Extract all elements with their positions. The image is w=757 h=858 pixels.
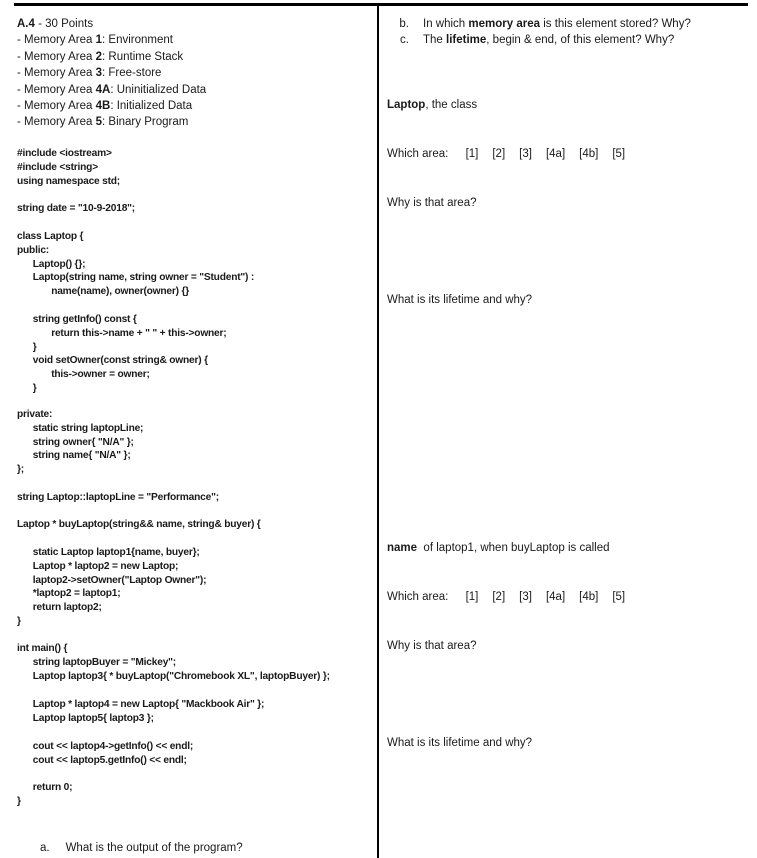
questions-column — [387, 16, 747, 49]
q2-lifetime: What is its lifetime and why? — [387, 737, 533, 749]
q1-option-4a[interactable]: [4a] — [545, 148, 566, 161]
q1-option-5[interactable]: [5] — [612, 148, 626, 161]
q2-which-area: Which area: [1] [2] [3] [4a] [4b] [5] — [387, 591, 626, 604]
code-main-start: int main() { string laptopBuyer = "Mickey"; Laptop laptop3{ * buyLaptop("Chromebook XL", laptopBuyer) }; — [17, 643, 330, 682]
code-class-header: class Laptop { public: Laptop() {}; Laptop(string name, string owner = "Student") : name(name), owner(owner) {} — [17, 231, 255, 298]
question-c: c. The lifetime, begin & end, of this element? Why? — [400, 34, 675, 47]
code-static-init: string Laptop::laptopLine = "Performance"; — [17, 492, 219, 503]
q2-option-4a[interactable]: [4a] — [545, 591, 566, 604]
code-private: private: static string laptopLine; string owner{ "N/A" }; string name{ "N/A" }; }; — [17, 409, 144, 476]
q2-option-1[interactable]: [1] — [465, 591, 479, 604]
q1-lifetime: What is its lifetime and why? — [387, 294, 533, 306]
code-buylaptop-body: static Laptop laptop1{name, buyer}; Laptop * laptop2 = new Laptop; laptop2->setOwner("Laptop Owner"); *laptop2 = laptop1; return laptop2; } — [17, 547, 207, 627]
q1-which-area: Which area: [1] [2] [3] [4a] [4b] [5] — [387, 148, 626, 161]
q2-option-4b[interactable]: [4b] — [579, 591, 599, 604]
code-methods: string getInfo() const { return this->name + " " + this->owner; } void setOwner(const string& owner) { this->owner = owner; } — [32, 314, 227, 394]
q1-option-3[interactable]: [3] — [519, 148, 532, 161]
q2-block — [387, 507, 639, 671]
q1-why: Why is that area? — [387, 197, 477, 210]
code-buylaptop-sig: Laptop * buyLaptop(string&& name, string& buyer) { — [17, 519, 261, 530]
area-5: - Memory Area 5: Binary Program — [17, 116, 189, 129]
memory-areas-header — [17, 16, 372, 131]
q1-block — [387, 64, 639, 228]
question-a: a. What is the output of the program? — [40, 842, 243, 854]
code-includes: #include <iostream> #include <string> using namespace std; — [17, 148, 120, 187]
q2-option-2[interactable]: [2] — [492, 591, 506, 604]
q1-option-4b[interactable]: [4b] — [579, 148, 599, 161]
q1-option-1[interactable]: [1] — [465, 148, 479, 161]
area-1: - Memory Area 1: Environment — [17, 34, 173, 47]
q1-option-2[interactable]: [2] — [492, 148, 506, 161]
code-date-global: string date = "10-9-2018"; — [17, 203, 135, 214]
code-main-cout: cout << laptop4->getInfo() << endl; cout << laptop5.getInfo() << endl; — [32, 741, 194, 766]
code-main-return: return 0; } — [17, 782, 73, 807]
q1-title: Laptop, the class — [387, 98, 478, 111]
problem-title: A.4 - 30 Points — [17, 18, 94, 30]
q2-why: Why is that area? — [387, 640, 477, 653]
q2-title: name of laptop1, when buyLaptop is called — [387, 541, 610, 554]
area-3: - Memory Area 3: Free-store — [17, 67, 162, 80]
column-divider — [377, 6, 379, 858]
code-main-laptops: Laptop * laptop4 = new Laptop{ "Mackbook Air" }; Laptop laptop5{ laptop3 }; — [32, 699, 265, 724]
area-4b: - Memory Area 4B: Initialized Data — [17, 100, 193, 113]
q2-option-3[interactable]: [3] — [519, 591, 532, 604]
q2-option-5[interactable]: [5] — [612, 591, 626, 604]
area-2: - Memory Area 2: Runtime Stack — [17, 50, 184, 63]
top-rule — [14, 3, 748, 6]
area-4a: - Memory Area 4A: Uninitialized Data — [17, 83, 207, 96]
question-b: b. In which memory area is this element stored? Why? — [399, 18, 691, 30]
